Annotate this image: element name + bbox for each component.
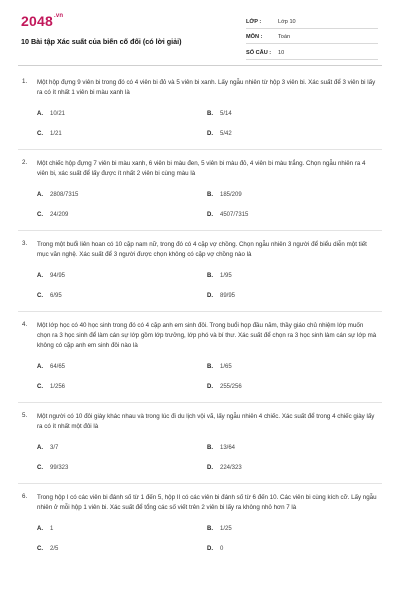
option-label: A.: [37, 273, 43, 279]
question-text: Trong hộp I có các viên bi đánh số từ 1 đến 5, hộp II có các viên bi đánh số từ 6 đến 10. Các viên bi cùng kích cỡ. Lấy ngẫu nhiên ở mỗi hộp 1 viên bi. Xác suất để tổng các số viết trên 2 viên bi lấy ra không nhỏ hơn 7 là: [37, 494, 377, 511]
option-value: 0: [220, 546, 224, 552]
option-value: 5/14: [220, 111, 232, 117]
document-title: 10 Bài tập Xác suất của biến cố đối (có lời giải): [21, 37, 182, 46]
option-label: C.: [37, 546, 43, 552]
option-label: B.: [207, 192, 213, 198]
option-label: B.: [207, 364, 213, 370]
question-number: 5.: [22, 412, 28, 419]
question-text: Một lớp học có 40 học sinh trong đó có 4 cặp anh em sinh đôi. Trong buổi họp đầu năm, thầy giáo chủ nhiệm lớp muốn chọn ra 3 học sinh để làm cán sự lớp gồm lớp trưởng, lớp phó và bí thư. Xác suất để chọn ra 3 học sinh làm cán sự lớp mà không có cặp anh em sinh đôi nào là: [37, 322, 377, 349]
answer-option[interactable]: [207, 357, 377, 377]
answer-options: [37, 185, 377, 225]
option-value: 10/21: [50, 111, 66, 117]
answer-option[interactable]: [37, 104, 207, 124]
answer-option[interactable]: [207, 377, 377, 397]
answer-option[interactable]: [37, 124, 207, 144]
question-number: 2.: [22, 159, 28, 166]
question-item: [0, 412, 400, 484]
option-label: B.: [207, 445, 213, 451]
option-value: 1/25: [220, 526, 232, 532]
option-label: B.: [207, 273, 213, 279]
option-label: D.: [207, 465, 213, 471]
answer-options: [37, 104, 377, 144]
logo-suffix: .vn: [53, 13, 64, 19]
question-item: [0, 159, 400, 231]
answer-option[interactable]: [207, 519, 377, 539]
option-label: B.: [207, 526, 213, 532]
answer-option[interactable]: [207, 539, 377, 559]
option-label: D.: [207, 293, 213, 299]
option-value: 1: [50, 526, 54, 532]
meta-key: MÔN :: [246, 34, 263, 41]
answer-option[interactable]: [207, 104, 377, 124]
option-value: 2/5: [50, 546, 59, 552]
answer-option[interactable]: [37, 357, 207, 377]
question-text: Một người có 10 đôi giày khác nhau và trong lúc đi du lịch vội vã, lấy ngẫu nhiên 4 chiếc. Xác suất để trong 4 chiếc giày lấy ra có ít nhất một đôi là: [37, 413, 375, 430]
option-value: 99/323: [50, 465, 69, 471]
answer-option[interactable]: [37, 539, 207, 559]
option-label: D.: [207, 131, 213, 137]
option-value: 224/323: [220, 465, 242, 471]
answer-options: [37, 519, 377, 559]
answer-option[interactable]: [207, 458, 377, 478]
meta-value: Lớp 10: [278, 18, 296, 25]
answer-option[interactable]: [207, 185, 377, 205]
question-text: Một hộp đựng 9 viên bi trong đó có 4 viên bi đỏ và 5 viên bi xanh. Lấy ngẫu nhiên từ hộp 3 viên bi. Xác suất để 3 viên bi lấy ra có ít nhất 1 viên bi màu xanh là: [37, 79, 376, 96]
option-label: A.: [37, 445, 43, 451]
option-value: 1/21: [50, 131, 62, 137]
option-label: C.: [37, 212, 43, 218]
question-divider: [18, 230, 382, 231]
option-value: 1/95: [220, 273, 232, 279]
question-number: 4.: [22, 321, 28, 328]
option-value: 3/7: [50, 445, 59, 451]
question-text: Trong một buổi liên hoan có 10 cặp nam nữ, trong đó có 4 cặp vợ chồng. Chọn ngẫu nhiên 3 người để biểu diễn một tiết mục văn nghệ. Xác suất để 3 người được chọn không có cặp vợ chồng nào là: [37, 241, 367, 258]
option-value: 1/256: [50, 384, 66, 390]
option-value: 1/65: [220, 364, 232, 370]
answer-option[interactable]: [37, 266, 207, 286]
answer-option[interactable]: [207, 286, 377, 306]
question-text: Một chiếc hộp đựng 7 viên bi màu xanh, 6 viên bi màu đen, 5 viên bi màu đỏ, 4 viên bi màu trắng. Chọn ngẫu nhiên ra 4 viên bi, xác suất để lấy được ít nhất 2 viên bi cùng màu là: [37, 160, 366, 177]
option-label: B.: [207, 111, 213, 117]
meta-key: LỚP :: [246, 18, 262, 25]
question-number: 3.: [22, 240, 28, 247]
option-value: 255/256: [220, 384, 242, 390]
question-item: [0, 321, 400, 403]
option-label: C.: [37, 465, 43, 471]
question-divider: [18, 311, 382, 312]
document-meta: [246, 16, 378, 63]
question-divider: [18, 483, 382, 484]
answer-option[interactable]: [207, 266, 377, 286]
question-divider: [18, 149, 382, 150]
meta-value: 10: [278, 49, 285, 56]
option-label: A.: [37, 192, 43, 198]
question-number: 1.: [22, 78, 28, 85]
option-value: 64/65: [50, 364, 66, 370]
meta-row-class: [246, 16, 378, 29]
answer-options: [37, 357, 377, 397]
option-value: 13/64: [220, 445, 236, 451]
question-number: 6.: [22, 493, 28, 500]
option-label: D.: [207, 212, 213, 218]
option-label: C.: [37, 384, 43, 390]
option-label: D.: [207, 384, 213, 390]
option-label: A.: [37, 364, 43, 370]
option-label: A.: [37, 526, 43, 532]
option-value: 24/209: [50, 212, 69, 218]
option-value: 185/209: [220, 192, 242, 198]
answer-option[interactable]: [207, 438, 377, 458]
answer-option[interactable]: [37, 458, 207, 478]
meta-row-count: [246, 47, 378, 60]
question-item: [0, 493, 400, 559]
option-label: D.: [207, 546, 213, 552]
answer-options: [37, 266, 377, 306]
answer-option[interactable]: [207, 124, 377, 144]
answer-option[interactable]: [37, 185, 207, 205]
option-value: 94/95: [50, 273, 66, 279]
meta-key: SỐ CÂU :: [246, 49, 272, 56]
option-value: 6/95: [50, 293, 62, 299]
option-value: 2808/7315: [50, 192, 79, 198]
option-value: 5/42: [220, 131, 232, 137]
header-divider: [18, 65, 382, 66]
answer-option[interactable]: [37, 438, 207, 458]
answer-option[interactable]: [37, 205, 207, 225]
option-value: 89/95: [220, 293, 236, 299]
meta-row-subject: [246, 32, 378, 45]
answer-options: [37, 438, 377, 478]
question-divider: [18, 402, 382, 403]
meta-value: Toán: [278, 34, 291, 41]
question-list: [0, 78, 400, 559]
answer-option[interactable]: [37, 377, 207, 397]
option-label: A.: [37, 111, 43, 117]
option-label: C.: [37, 131, 43, 137]
answer-option[interactable]: [37, 286, 207, 306]
site-logo[interactable]: [21, 13, 63, 29]
question-item: [0, 78, 400, 150]
logo-text: 2048: [21, 13, 53, 29]
answer-option[interactable]: [207, 205, 377, 225]
answer-option[interactable]: [37, 519, 207, 539]
option-value: 4507/7315: [220, 212, 249, 218]
question-item: [0, 240, 400, 312]
option-label: C.: [37, 293, 43, 299]
